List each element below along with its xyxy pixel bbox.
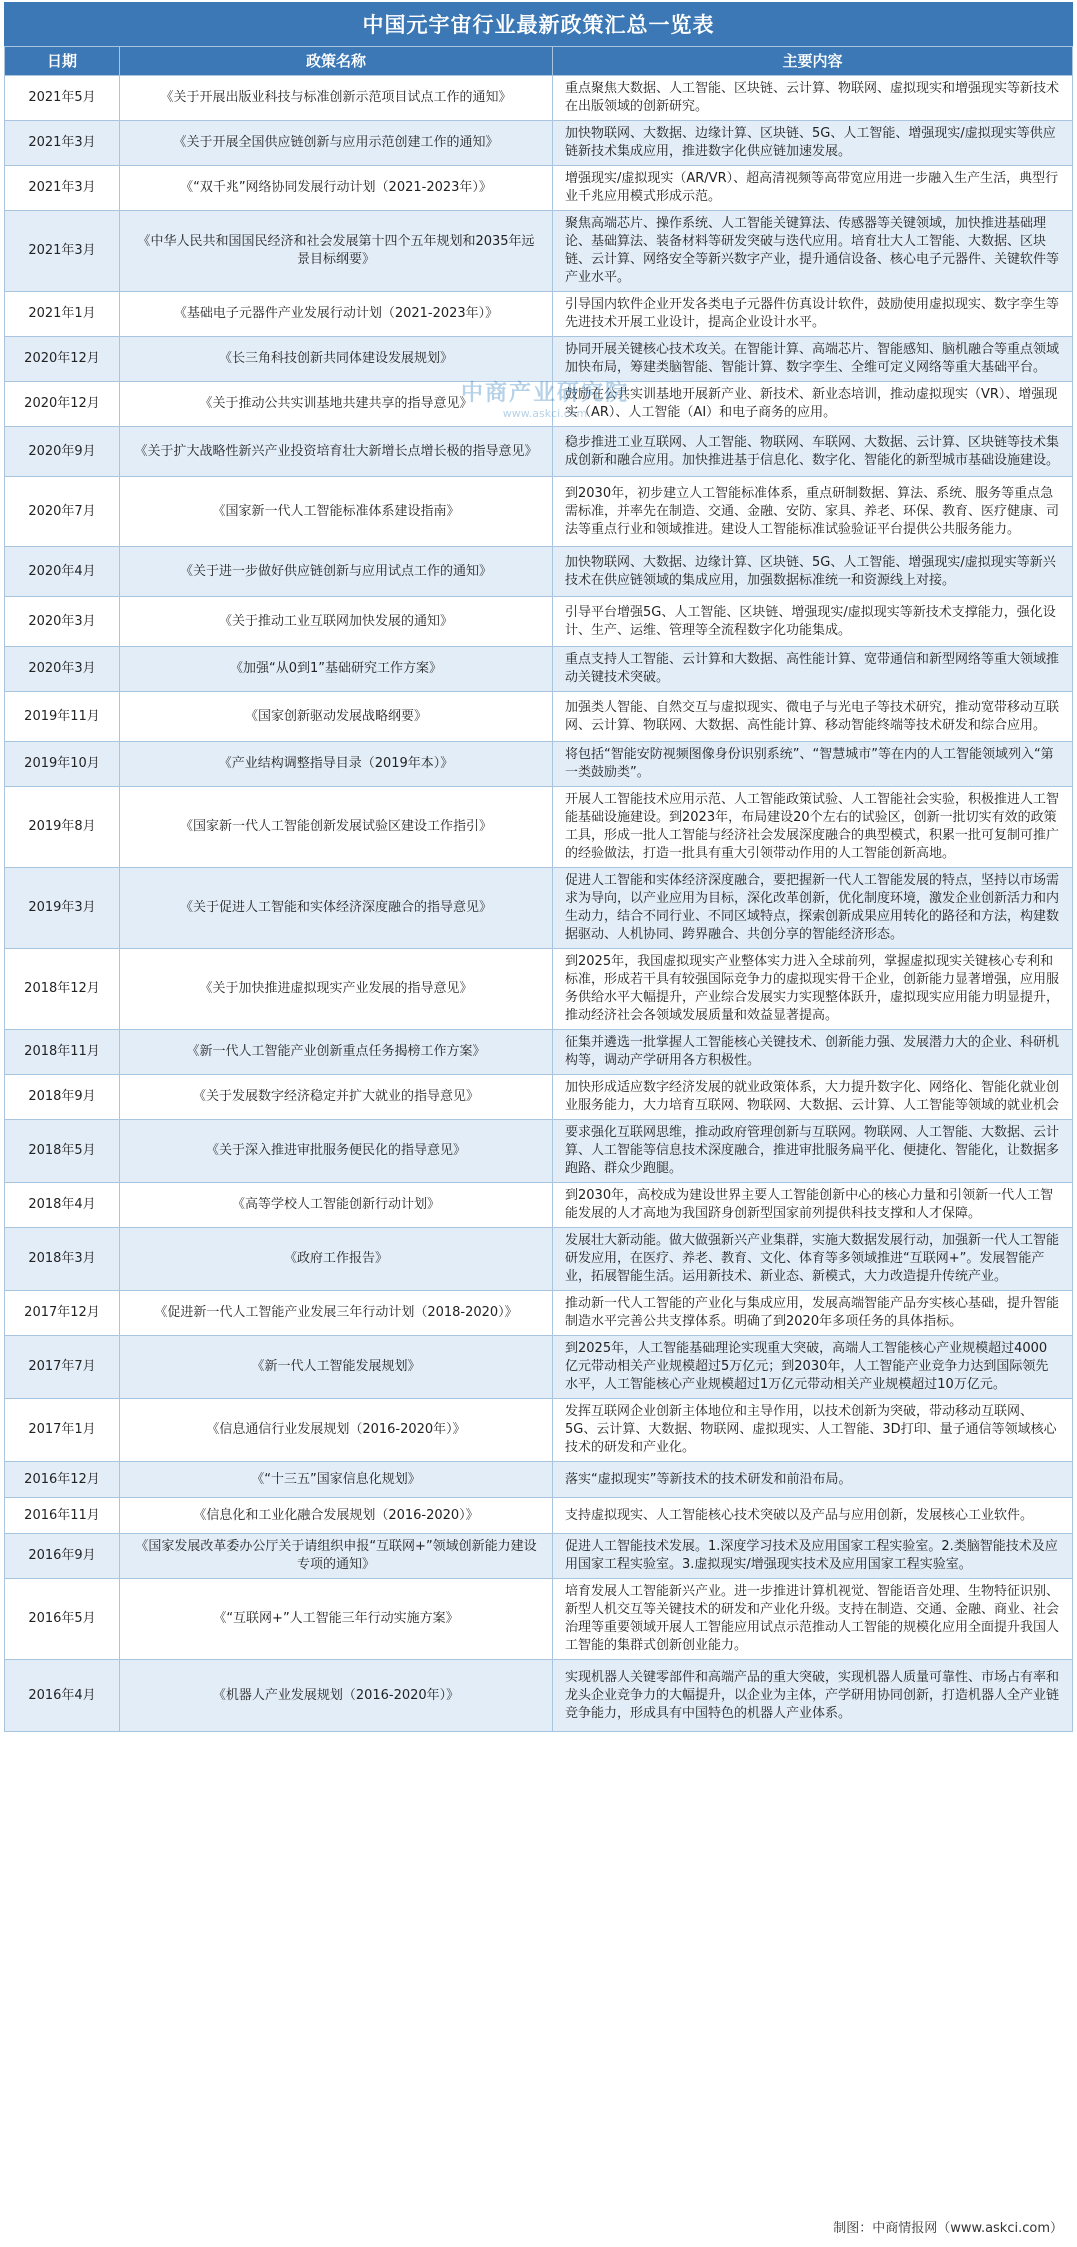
row-policy-name: 《国家发展改革委办公厅关于请组织申报“互联网+”领域创新能力建设专项的通知》	[120, 1534, 553, 1579]
row-date: 2021年3月	[5, 211, 120, 292]
table-row	[5, 1228, 1073, 1291]
row-date: 2020年9月	[5, 427, 120, 477]
row-date: 2021年3月	[5, 121, 120, 166]
row-date: 2018年3月	[5, 1228, 120, 1291]
row-policy-name: 《关于开展出版业科技与标准创新示范项目试点工作的通知》	[120, 76, 553, 121]
table-row	[5, 1399, 1073, 1462]
row-date: 2017年12月	[5, 1291, 120, 1336]
table-body	[5, 76, 1073, 1732]
row-content: 要求强化互联网思维，推动政府管理创新与互联网。物联网、人工智能、大数据、云计算、人工智能等信息技术深度融合，推进审批服务扁平化、便捷化、智能化，让数据多跑路、群众少跑腿。	[553, 1120, 1073, 1183]
row-content: 征集并遴选一批掌握人工智能核心关键技术、创新能力强、发展潜力大的企业、科研机构等，调动产学研用各方积极性。	[553, 1030, 1073, 1075]
row-content: 到2025年，我国虚拟现实产业整体实力进入全球前列，掌握虚拟现实关键核心专利和标准，形成若干具有较强国际竞争力的虚拟现实骨干企业，创新能力显著增强，应用服务供给水平大幅提升，产业综合发展实力实现整体跃升，虚拟现实应用能力明显提升，推动经济社会各领域发展质量和效益显著提高。	[553, 949, 1073, 1030]
row-policy-name: 《产业结构调整指导目录（2019年本）》	[120, 742, 553, 787]
row-policy-name: 《中华人民共和国国民经济和社会发展第十四个五年规划和2035年远景目标纲要》	[120, 211, 553, 292]
row-content: 聚焦高端芯片、操作系统、人工智能关键算法、传感器等关键领域，加快推进基础理论、基础算法、装备材料等研发突破与迭代应用。培育壮大人工智能、大数据、区块链、云计算、网络安全等新兴数字产业，提升通信设备、核心电子元器件、关键软件等产业水平。	[553, 211, 1073, 292]
table-row	[5, 337, 1073, 382]
row-date: 2016年11月	[5, 1498, 120, 1534]
table-row	[5, 1291, 1073, 1336]
row-policy-name: 《关于推动工业互联网加快发展的通知》	[120, 597, 553, 647]
row-content: 引导国内软件企业开发各类电子元器件仿真设计软件，鼓励使用虚拟现实、数字孪生等先进技术开展工业设计，提高企业设计水平。	[553, 292, 1073, 337]
row-date: 2021年1月	[5, 292, 120, 337]
row-date: 2021年5月	[5, 76, 120, 121]
row-policy-name: 《国家新一代人工智能创新发展试验区建设工作指引》	[120, 787, 553, 868]
table-row	[5, 292, 1073, 337]
table-row	[5, 1120, 1073, 1183]
table-row	[5, 949, 1073, 1030]
row-date: 2016年9月	[5, 1534, 120, 1579]
row-content: 将包括“智能安防视频图像身份识别系统”、“智慧城市”等在内的人工智能领域列入“第一类鼓励类”。	[553, 742, 1073, 787]
row-content: 培育发展人工智能新兴产业。进一步推进计算机视觉、智能语音处理、生物特征识别、新型人机交互等关键技术的研发和产业化升级。支持在制造、交通、金融、商业、社会治理等重要领域开展人工智能应用试点示范推动人工智能的规模化应用全面提升我国人工智能的集群式创新创业能力。	[553, 1579, 1073, 1660]
table-row	[5, 1336, 1073, 1399]
row-content: 加快物联网、大数据、边缘计算、区块链、5G、人工智能、增强现实/虚拟现实等新兴技术在供应链领域的集成应用，加强数据标准统一和资源线上对接。	[553, 547, 1073, 597]
table-row	[5, 166, 1073, 211]
row-date: 2020年7月	[5, 477, 120, 547]
row-policy-name: 《机器人产业发展规划（2016-2020年）》	[120, 1660, 553, 1732]
row-policy-name: 《政府工作报告》	[120, 1228, 553, 1291]
row-date: 2020年3月	[5, 597, 120, 647]
row-content: 到2030年，高校成为建设世界主要人工智能创新中心的核心力量和引领新一代人工智能发展的人才高地为我国跻身创新型国家前列提供科技支撑和人才保障。	[553, 1183, 1073, 1228]
row-date: 2019年8月	[5, 787, 120, 868]
row-policy-name: 《长三角科技创新共同体建设发展规划》	[120, 337, 553, 382]
row-content: 到2030年，初步建立人工智能标准体系，重点研制数据、算法、系统、服务等重点急需标准，并率先在制造、交通、金融、安防、家具、养老、环保、教育、医疗健康、司法等重点行业和领域推进。建设人工智能标准试验验证平台提供公共服务能力。	[553, 477, 1073, 547]
page-title: 中国元宇宙行业最新政策汇总一览表	[4, 2, 1073, 46]
table-row	[5, 382, 1073, 427]
row-date: 2018年9月	[5, 1075, 120, 1120]
row-policy-name: 《关于深入推进审批服务便民化的指导意见》	[120, 1120, 553, 1183]
row-policy-name: 《“双千兆”网络协同发展行动计划（2021-2023年）》	[120, 166, 553, 211]
row-content: 重点支持人工智能、云计算和大数据、高性能计算、宽带通信和新型网络等重大领域推动关键技术突破。	[553, 647, 1073, 692]
row-date: 2016年4月	[5, 1660, 120, 1732]
row-content: 促进人工智能和实体经济深度融合，要把握新一代人工智能发展的特点，坚持以市场需求为导向，以产业应用为目标，深化改革创新，优化制度环境，激发企业创新活力和内生动力，结合不同行业、不同区域特点，探索创新成果应用转化的路径和方法，构建数据驱动、人机协同、跨界融合、共创分享的智能经济形态。	[553, 868, 1073, 949]
table-row	[5, 211, 1073, 292]
column-header-content: 主要内容	[553, 47, 1073, 76]
row-content: 发展壮大新动能。做大做强新兴产业集群，实施大数据发展行动，加强新一代人工智能研发应用，在医疗、养老、教育、文化、体育等多领域推进“互联网+”。发展智能产业，拓展智能生活。运用新技术、新业态、新模式，大力改造提升传统产业。	[553, 1228, 1073, 1291]
row-date: 2018年4月	[5, 1183, 120, 1228]
row-policy-name: 《新一代人工智能产业创新重点任务揭榜工作方案》	[120, 1030, 553, 1075]
column-header-name: 政策名称	[120, 47, 553, 76]
row-policy-name: 《关于发展数字经济稳定并扩大就业的指导意见》	[120, 1075, 553, 1120]
row-policy-name: 《关于扩大战略性新兴产业投资培育壮大新增长点增长极的指导意见》	[120, 427, 553, 477]
row-date: 2019年11月	[5, 692, 120, 742]
row-date: 2017年7月	[5, 1336, 120, 1399]
row-policy-name: 《关于进一步做好供应链创新与应用试点工作的通知》	[120, 547, 553, 597]
table-row	[5, 1534, 1073, 1579]
row-policy-name: 《高等学校人工智能创新行动计划》	[120, 1183, 553, 1228]
row-date: 2020年3月	[5, 647, 120, 692]
row-date: 2016年5月	[5, 1579, 120, 1660]
row-date: 2018年5月	[5, 1120, 120, 1183]
source-footer: 制图：中商情报网（www.askci.com）	[0, 2212, 1077, 2245]
row-policy-name: 《国家新一代人工智能标准体系建设指南》	[120, 477, 553, 547]
table-row	[5, 427, 1073, 477]
row-content: 发挥互联网企业创新主体地位和主导作用，以技术创新为突破，带动移动互联网、5G、云计算、大数据、物联网、虚拟现实、人工智能、3D打印、量子通信等领域核心技术的研发和产业化。	[553, 1399, 1073, 1462]
row-policy-name: 《促进新一代人工智能产业发展三年行动计划（2018-2020）》	[120, 1291, 553, 1336]
row-policy-name: 《国家创新驱动发展战略纲要》	[120, 692, 553, 742]
row-date: 2021年3月	[5, 166, 120, 211]
row-content: 增强现实/虚拟现实（AR/VR）、超高清视频等高带宽应用进一步融入生产生活，典型行业千兆应用模式形成示范。	[553, 166, 1073, 211]
table-row	[5, 1579, 1073, 1660]
row-policy-name: 《关于促进人工智能和实体经济深度融合的指导意见》	[120, 868, 553, 949]
row-content: 稳步推进工业互联网、人工智能、物联网、车联网、大数据、云计算、区块链等技术集成创新和融合应用。加快推进基于信息化、数字化、智能化的新型城市基础设施建设。	[553, 427, 1073, 477]
row-policy-name: 《“十三五”国家信息化规划》	[120, 1462, 553, 1498]
row-date: 2016年12月	[5, 1462, 120, 1498]
row-content: 到2025年，人工智能基础理论实现重大突破，高端人工智能核心产业规模超过4000亿元带动相关产业规模超过5万亿元；到2030年，人工智能产业竞争力达到国际领先水平，人工智能核心产业规模超过1万亿元带动相关产业规模超过10万亿元。	[553, 1336, 1073, 1399]
table-row	[5, 868, 1073, 949]
row-policy-name: 《基础电子元器件产业发展行动计划（2021-2023年）》	[120, 292, 553, 337]
row-policy-name: 《“互联网+”人工智能三年行动实施方案》	[120, 1579, 553, 1660]
row-date: 2019年3月	[5, 868, 120, 949]
table-row	[5, 647, 1073, 692]
table-header-row	[5, 47, 1073, 76]
row-date: 2019年10月	[5, 742, 120, 787]
row-date: 2020年4月	[5, 547, 120, 597]
row-content: 开展人工智能技术应用示范、人工智能政策试验、人工智能社会实验，积极推进人工智能基础设施建设。到2023年，布局建设20个左右的试验区，创新一批切实有效的政策工具，形成一批人工智能与经济社会发展深度融合的典型模式，积累一批可复制可推广的经验做法，打造一批具有重大引领带动作用的人工智能创新高地。	[553, 787, 1073, 868]
table-row	[5, 742, 1073, 787]
row-content: 重点聚焦大数据、人工智能、区块链、云计算、物联网、虚拟现实和增强现实等新技术在出版领域的创新研究。	[553, 76, 1073, 121]
table-row	[5, 692, 1073, 742]
column-header-date: 日期	[5, 47, 120, 76]
table-row	[5, 1498, 1073, 1534]
row-policy-name: 《关于开展全国供应链创新与应用示范创建工作的通知》	[120, 121, 553, 166]
row-content: 协同开展关键核心技术攻关。在智能计算、高端芯片、智能感知、脑机融合等重点领域加快布局，筹建类脑智能、智能计算、数字孪生、全维可定义网络等重大基础平台。	[553, 337, 1073, 382]
row-content: 加快形成适应数字经济发展的就业政策体系，大力提升数字化、网络化、智能化就业创业服务能力，大力培育互联网、物联网、大数据、云计算、人工智能等领域的就业机会	[553, 1075, 1073, 1120]
table-row	[5, 787, 1073, 868]
table-row	[5, 1075, 1073, 1120]
row-policy-name: 《新一代人工智能发展规划》	[120, 1336, 553, 1399]
watermark-url: www.askci.com	[502, 407, 588, 420]
row-content: 落实“虚拟现实”等新技术的技术研发和前沿布局。	[553, 1462, 1073, 1498]
row-date: 2017年1月	[5, 1399, 120, 1462]
row-date: 2018年11月	[5, 1030, 120, 1075]
table-row	[5, 1183, 1073, 1228]
row-content: 实现机器人关键零部件和高端产品的重大突破，实现机器人质量可靠性、市场占有率和龙头企业竞争力的大幅提升，以企业为主体，产学研用协同创新，打造机器人全产业链竞争能力，形成具有中国特色的机器人产业体系。	[553, 1660, 1073, 1732]
row-content: 引导平台增强5G、人工智能、区块链、增强现实/虚拟现实等新技术支撑能力，强化设计、生产、运维、管理等全流程数字化功能集成。	[553, 597, 1073, 647]
table-row	[5, 1030, 1073, 1075]
row-content: 加快物联网、大数据、边缘计算、区块链、5G、人工智能、增强现实/虚拟现实等供应链新技术集成应用，推进数字化供应链加速发展。	[553, 121, 1073, 166]
row-date: 2020年12月	[5, 337, 120, 382]
table-row	[5, 76, 1073, 121]
row-policy-name: 《信息化和工业化融合发展规划（2016-2020）》	[120, 1498, 553, 1534]
row-content: 支持虚拟现实、人工智能核心技术突破以及产品与应用创新，发展核心工业软件。	[553, 1498, 1073, 1534]
table-row	[5, 1462, 1073, 1498]
row-date: 2018年12月	[5, 949, 120, 1030]
row-policy-name: 《信息通信行业发展规划（2016-2020年）》	[120, 1399, 553, 1462]
row-policy-name: 《关于加快推进虚拟现实产业发展的指导意见》	[120, 949, 553, 1030]
table-row	[5, 121, 1073, 166]
row-content: 鼓励在公共实训基地开展新产业、新技术、新业态培训，推动虚拟现实（VR）、增强现实（AR）、人工智能（AI）和电子商务的应用。	[553, 382, 1073, 427]
row-policy-name: 《关于推动公共实训基地共建共享的指导意见》	[120, 382, 553, 427]
row-policy-name: 《加强“从0到1”基础研究工作方案》	[120, 647, 553, 692]
row-content: 推动新一代人工智能的产业化与集成应用，发展高端智能产品夯实核心基础，提升智能制造水平完善公共支撑体系。明确了到2020年多项任务的具体指标。	[553, 1291, 1073, 1336]
policy-table	[4, 46, 1073, 1732]
row-content: 加强类人智能、自然交互与虚拟现实、微电子与光电子等技术研究，推动宽带移动互联网、云计算、物联网、大数据、高性能计算、移动智能终端等技术研发和综合应用。	[553, 692, 1073, 742]
table-row	[5, 547, 1073, 597]
watermark-logo: 中商产业研究院	[460, 381, 629, 406]
page-container	[4, 2, 1073, 1732]
table-row	[5, 597, 1073, 647]
row-content: 促进人工智能技术发展。1.深度学习技术及应用国家工程实验室。2.类脑智能技术及应用国家工程实验室。3.虚拟现实/增强现实技术及应用国家工程实验室。	[553, 1534, 1073, 1579]
table-row	[5, 477, 1073, 547]
row-date: 2020年12月	[5, 382, 120, 427]
table-row	[5, 1660, 1073, 1732]
